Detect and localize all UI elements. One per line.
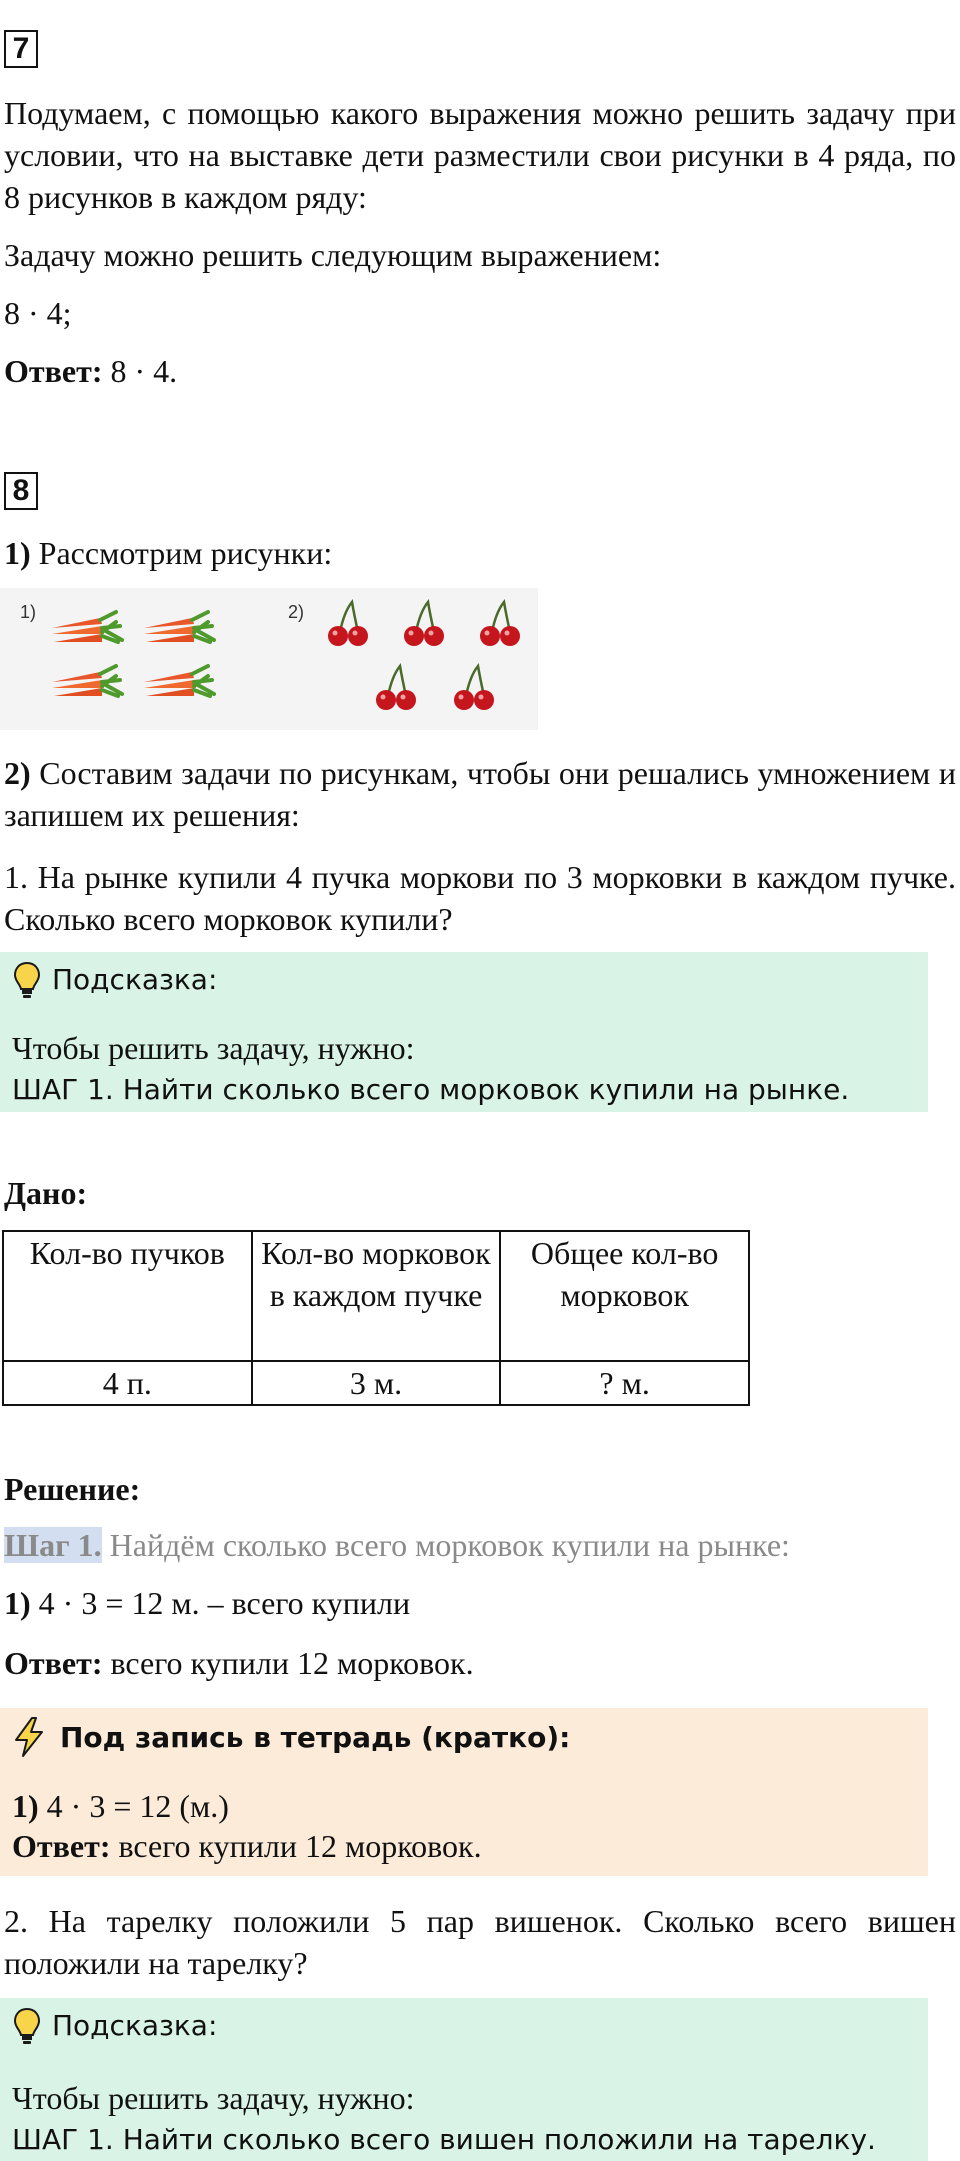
task7-expression: 8 · 4;: [4, 295, 72, 331]
task7-solution-intro: Задачу можно решить следующим выражением:: [4, 237, 662, 273]
solution-step-text: Найдём сколько всего морковок купили на рынке:: [101, 1527, 790, 1563]
task7-answer: [4, 350, 956, 392]
cherry-icon: [454, 666, 494, 710]
answer-label: Ответ:: [4, 1645, 103, 1681]
calc-text: 4 · 3 = 12 м. – всего купили: [30, 1585, 411, 1621]
answer-label: Ответ:: [4, 353, 103, 389]
solution-step-label: Шаг 1.: [4, 1527, 102, 1563]
hint-box: [0, 952, 928, 1112]
cherry-icon: [480, 602, 520, 646]
task-number-8: 8: [4, 472, 38, 510]
table-cell: 3 м.: [252, 1361, 501, 1405]
hint-step-label: ШАГ 1.: [12, 1073, 114, 1106]
answer-value: 8 · 4.: [102, 353, 178, 389]
pictures-illustration: [0, 588, 538, 730]
lightbulb-icon: [12, 2006, 42, 2046]
cherry-icon: [404, 602, 444, 646]
picture2-label: 2): [288, 602, 305, 622]
step-number: 2): [4, 755, 31, 791]
solution-label: Решение:: [4, 1471, 141, 1507]
calc-number: 1): [4, 1585, 31, 1621]
hint-step-label: ШАГ 1.: [12, 2123, 114, 2156]
hint-line: Чтобы решить задачу, нужно:: [12, 2080, 415, 2116]
hint-title: Подсказка:: [52, 2009, 218, 2042]
notebook-answer: [12, 1826, 482, 1866]
table-header-row: [3, 1231, 749, 1361]
hint-step: [12, 1068, 849, 1110]
picture1-label: 1): [20, 602, 37, 622]
hint-box: [0, 1998, 928, 2161]
table-header-cell: Общее кол-во морковок: [500, 1231, 749, 1361]
hint-step-text: Найти сколько всего морковок купили на рынке.: [113, 1073, 850, 1106]
table-header-cell: Кол-во пучков: [3, 1231, 252, 1361]
lightning-icon: [12, 1716, 46, 1758]
carrot-icon: [52, 666, 122, 696]
given-table: [2, 1230, 750, 1406]
solution-answer: [4, 1642, 956, 1684]
carrot-icon: [144, 666, 214, 696]
problem-1: 1. На рынке купили 4 пучка моркови по 3 морковки в каждом пучке. Сколько всего морковок купили?: [4, 859, 956, 937]
hint-line: Чтобы решить задачу, нужно:: [12, 1030, 415, 1066]
answer-label: Ответ:: [12, 1828, 111, 1864]
task8-step1: [4, 532, 956, 574]
pictures-svg: [0, 588, 538, 730]
cherry-icon: [328, 602, 368, 646]
calc-number: 1): [12, 1788, 39, 1824]
hint-title: Подсказка:: [52, 963, 218, 996]
lightbulb-icon: [12, 960, 42, 1000]
answer-text: всего купили 12 морковок.: [110, 1828, 482, 1864]
answer-text: всего купили 12 морковок.: [102, 1645, 474, 1681]
table-cell: ? м.: [500, 1361, 749, 1405]
task7-condition: Подумаем, с помощью какого выражения можно решить задачу при условии, что на выставке дети разместили свои рисунки в 4 ряда, по 8 рисунков в каждом ряду:: [4, 95, 956, 215]
carrot-icon: [52, 612, 122, 642]
table-cell: 4 п.: [3, 1361, 252, 1405]
step-text: Рассмотрим рисунки:: [30, 535, 333, 571]
calc-text: 4 · 3 = 12 (м.): [38, 1788, 229, 1824]
hint-step: [12, 2118, 876, 2160]
carrot-icon: [144, 612, 214, 642]
notebook-calc: [12, 1786, 229, 1826]
solution-calc: [4, 1582, 956, 1624]
solution-step: [4, 1524, 956, 1566]
notebook-title: Под запись в тетрадь (кратко):: [60, 1721, 571, 1754]
step-number: 1): [4, 535, 31, 571]
notebook-box: [0, 1708, 928, 1876]
table-row: [3, 1361, 749, 1405]
step-text: Составим задачи по рисункам, чтобы они решались умножением и запишем их решения:: [4, 755, 956, 833]
hint-step-text: Найти сколько всего вишен положили на тарелку.: [113, 2123, 876, 2156]
cherry-icon: [376, 666, 416, 710]
task-number-7: 7: [4, 30, 38, 68]
table-header-cell: Кол-во морковок в каждом пучке: [252, 1231, 501, 1361]
task8-step2: [4, 752, 956, 836]
problem-2: 2. На тарелку положили 5 пар вишенок. Сколько всего вишен положили на тарелку?: [4, 1903, 956, 1981]
given-label: Дано:: [4, 1175, 88, 1211]
